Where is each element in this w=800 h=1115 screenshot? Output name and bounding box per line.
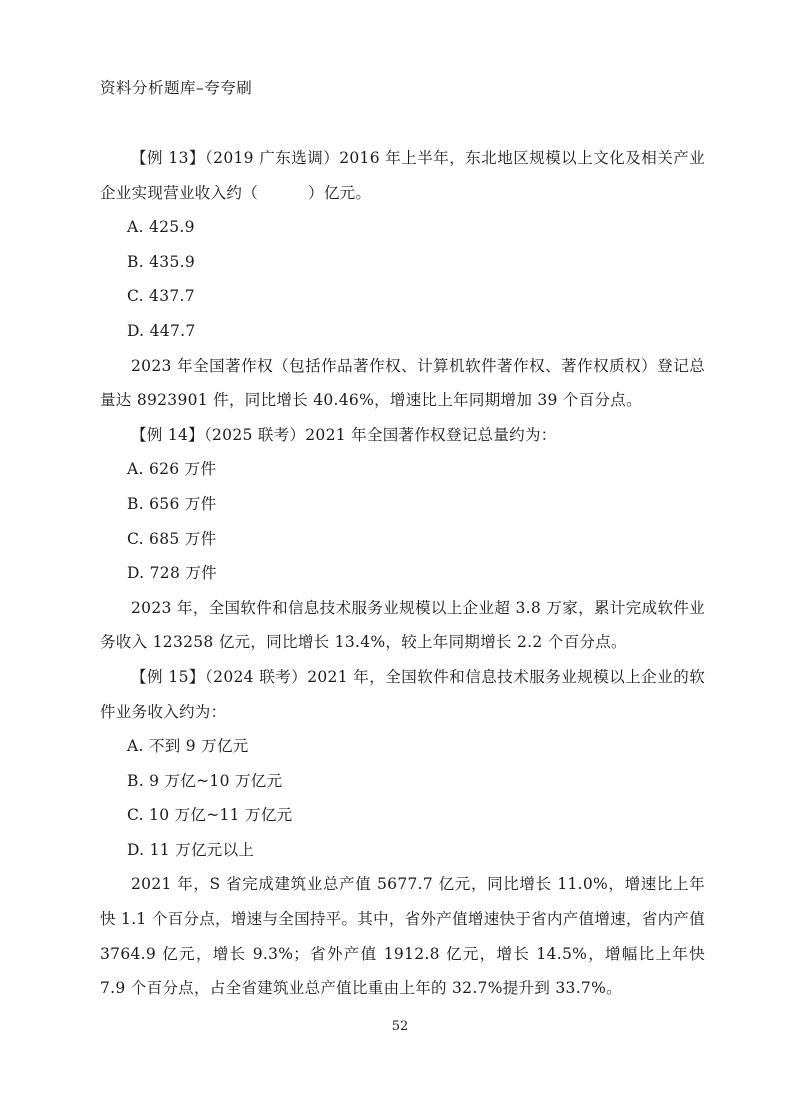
question-15-option-c: C. 10 万亿~11 万亿元	[127, 806, 293, 825]
question-14-option-d: D. 728 万件	[127, 564, 217, 583]
question-14-option-b: B. 656 万件	[127, 494, 217, 513]
question-13-option-c: C. 437.7	[127, 287, 195, 306]
question-13-stem-text: 【例 13】（2019 广东选调）2016 年上半年，东北地区规模以上文化及相关产业企业实现营业收入约（	[100, 149, 705, 202]
question-13-option-d: D. 447.7	[127, 321, 196, 340]
material-copyright: 2023 年全国著作权（包括作品著作权、计算机软件著作权、著作权质权）登记总量达 8923901 件，同比增长 40.46%，增速比上年同期增加 39 个百分点。	[100, 356, 705, 410]
question-15-option-a: A. 不到 9 万亿元	[127, 737, 249, 756]
question-15-stem: 【例 15】（2024 联考）2021 年，全国软件和信息技术服务业规模以上企业的软件业务收入约为：	[100, 667, 705, 721]
document-header: 资料分析题库–夸夸刷	[100, 79, 253, 97]
question-13-stem	[100, 141, 705, 210]
material-construction: 2021 年，S 省完成建筑业总产值 5677.7 亿元，同比增长 11.0%，增速比上年快 1.1 个百分点，增速与全国持平。其中，省外产值增速快于省内产值增速，省内产值 3764.9 亿元，增长 9.3%；省外产值 1912.8 亿元，增长 14.5%，增幅比上年快 7.9 个百分点，占全省建筑业总产值比重由上年的 32.7%提升到 33.7%。	[100, 875, 705, 998]
question-14-option-a: A. 626 万件	[127, 460, 217, 479]
question-13-option-a: A. 425.9	[127, 218, 195, 237]
page-content	[100, 141, 705, 1006]
page-number: 52	[391, 1019, 409, 1034]
question-14-option-c: C. 685 万件	[127, 529, 217, 548]
question-13-option-b: B. 435.9	[127, 252, 196, 271]
material-software: 2023 年，全国软件和信息技术服务业规模以上企业超 3.8 万家，累计完成软件业务收入 123258 亿元，同比增长 13.4%，较上年同期增长 2.2 个百分点。	[100, 598, 705, 652]
question-14-stem: 【例 14】（2025 联考）2021 年全国著作权登记总量约为：	[131, 425, 557, 444]
question-13-stem-end: ）亿元。	[308, 183, 372, 202]
question-15-option-b: B. 9 万亿~10 万亿元	[127, 771, 283, 790]
question-15-option-d: D. 11 万亿元以上	[127, 840, 255, 859]
